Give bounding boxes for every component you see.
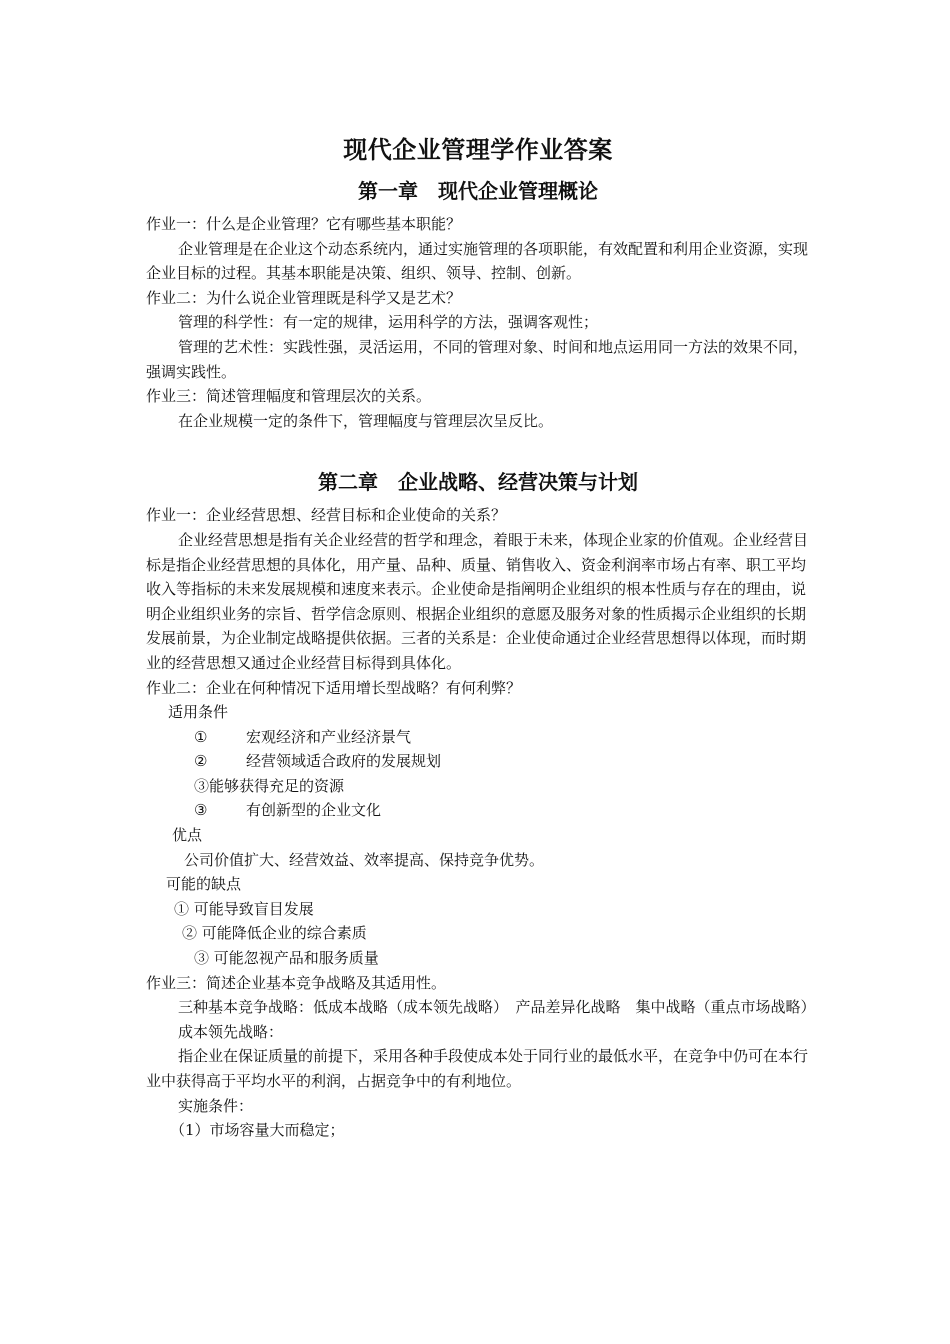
advantages-text: 公司价值扩大、经营效益、效率提高、保持竞争优势。 xyxy=(184,850,545,869)
document-page xyxy=(146,130,816,1143)
cost-leadership-desc: 指企业在保证质量的前提下，采用各种手段使成本处于同行业的最低水平，在竞争中仍可在本行业中获得高于平均水平的利润，占据竞争中的有利地位。 xyxy=(146,1047,809,1090)
ch2-answer-3-intro: 三种基本竞争战略：低成本战略（成本领先战略） 产品差异化战略 集中战略（重点市场战略） xyxy=(178,998,816,1017)
disadvantage-item: ① 可能导致盲目发展 xyxy=(174,899,314,918)
document-title: 现代企业管理学作业答案 xyxy=(343,136,613,164)
disadvantage-item: ② 可能降低企业的综合素质 xyxy=(182,924,367,943)
chapter-2-heading: 第二章 企业战略、经营决策与计划 xyxy=(318,470,638,495)
chapter-1-heading: 第一章 现代企业管理概论 xyxy=(358,179,598,203)
condition-item: ③能够获得充足的资源 xyxy=(194,776,345,795)
implementation-label: 实施条件： xyxy=(178,1096,254,1115)
ch1-answer-1: 企业管理是在企业这个动态系统内，通过实施管理的各项职能，有效配置和利用企业资源，实现企业目标的过程。其基本职能是决策、组织、领导、控制、创新。 xyxy=(146,239,809,283)
disadvantages-label: 可能的缺点 xyxy=(166,875,242,894)
condition-item: ③ 有创新型的企业文化 xyxy=(194,801,382,820)
ch1-question-3: 作业三：简述管理幅度和管理层次的关系。 xyxy=(146,387,432,406)
ch2-question-1: 作业一：企业经营思想、经营目标和企业使命的关系？ xyxy=(146,506,507,525)
conditions-label: 适用条件 xyxy=(168,703,229,722)
ch2-answer-1: 企业经营思想是指有关企业经营的哲学和理念，着眼于未来，体现企业家的价值观。企业经营目标是指企业经营思想的具体化，用产量、品种、质量、销售收入、资金利润率市场占有率、职工平均收入等指标的未来发展规模和速度来表示。企业使命是指阐明企业组织的根本性质与存在的理由，说明企业组织业务的宗旨、哲学信念原则、根据企业组织的意愿及服务对象的性质揭示企业组织的长期发展前景，为企业制定战略提供依据。三者的关系是：企业使命通过企业经营思想得以体现，而时期业的经营思想又通过企业经营目标得到具体化。 xyxy=(146,530,809,672)
ch1-answer-2-art: 管理的艺术性：实践性强，灵活运用，不同的管理对象、时间和地点运用同一方法的效果不同，强调实践性。 xyxy=(146,337,809,381)
cost-leadership-label: 成本领先战略： xyxy=(178,1022,284,1041)
advantages-label: 优点 xyxy=(172,826,203,845)
disadvantage-item: ③ 可能忽视产品和服务质量 xyxy=(194,949,379,968)
ch1-answer-2-science: 管理的科学性：有一定的规律，运用科学的方法，强调客观性； xyxy=(178,313,599,332)
ch1-question-1: 作业一：什么是企业管理？它有哪些基本职能？ xyxy=(146,215,462,233)
ch1-question-2: 作业二：为什么说企业管理既是科学又是艺术？ xyxy=(146,288,462,307)
ch2-question-3: 作业三：简述企业基本竞争战略及其适用性。 xyxy=(146,973,447,992)
ch1-answer-3: 在企业规模一定的条件下，管理幅度与管理层次呈反比。 xyxy=(178,411,554,430)
condition-item: ② 经营领域适合政府的发展规划 xyxy=(194,752,442,771)
condition-item: ① 宏观经济和产业经济景气 xyxy=(194,727,412,746)
ch2-question-2: 作业二：企业在何种情况下适用增长型战略？有何利弊？ xyxy=(146,678,522,697)
implementation-item: （1）市场容量大而稳定； xyxy=(170,1121,345,1140)
